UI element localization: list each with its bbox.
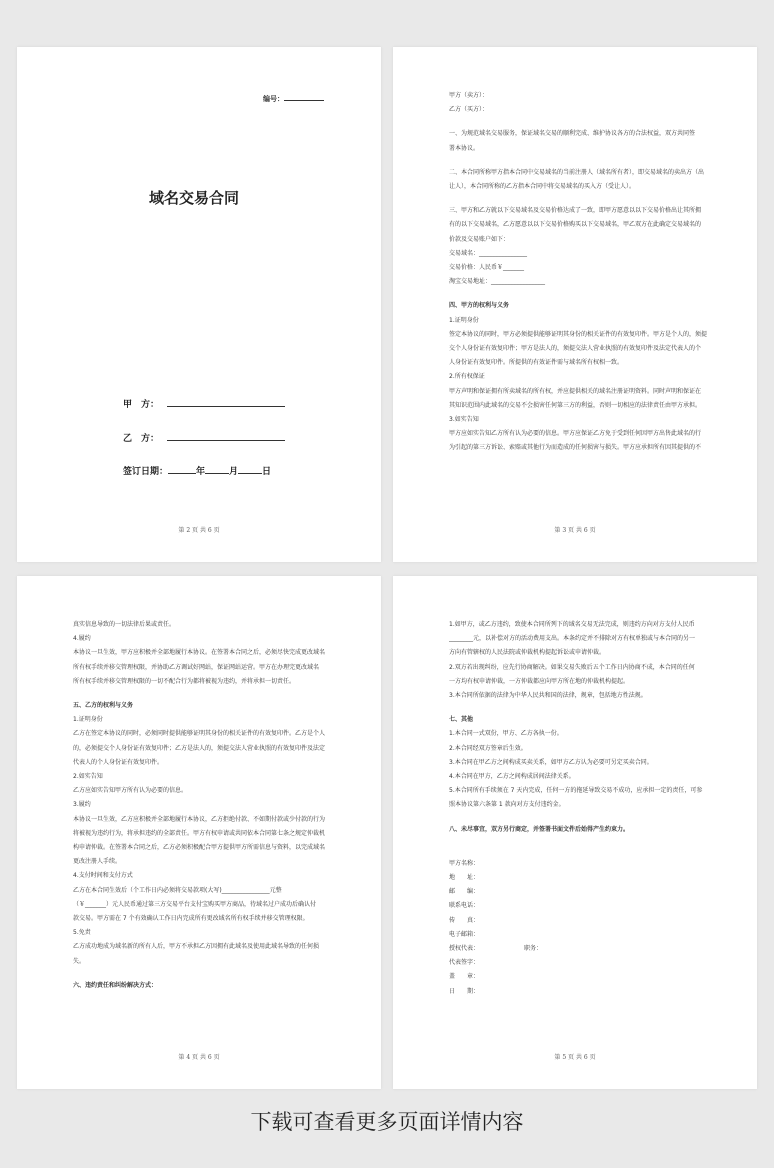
day-label: 日 [262,467,272,477]
paragraph-gap [449,813,714,823]
paragraph-gap [449,156,714,166]
text-line: 交个人身份证有效复印件；甲方是法人的，须提交法人营业执照的有效复印件及法定代表人的个 [449,345,702,353]
paragraph-gap [449,289,714,299]
text-line: 交易价格：人民币￥_______ [449,264,525,272]
text-line: 1.证明身份 [449,316,479,324]
party-a-line [123,397,285,410]
party-b-blank [167,432,285,441]
text-line: 人身份证有效复印件。所提供的有效证件需与域名所有权相一致。 [449,359,624,367]
text-line: 的，必须提交个人身份证有效复印件；乙方是法人的，须提交法人营业执照的有效复印件及法定 [73,744,326,752]
month-label: 月 [229,467,239,477]
text-line: 2.本合同经双方签章后生效。 [449,744,527,752]
text-line: 本协议一旦生效，乙方应积极并全部地履行本协议，乙方拒绝付款、不如期付款或少付款的行为 [73,815,326,823]
text-line: 甲方（卖方）： [449,92,489,99]
page-cover [17,47,381,562]
page-4 [393,576,757,1089]
paragraph-gap [449,194,714,204]
text-line: 盖 章： [449,973,480,981]
text-line: 1.如甲方，或乙方违约，致使本合同所列下的域名交易无法完成，则违约方向对方支付人民币 [449,621,695,628]
paragraph-gap [449,703,714,713]
text-line: 乙方应如实告知甲方所有认为必要的信息。 [73,787,188,795]
text-line: 1.证明身份 [73,716,103,724]
text-line: 真实信息导致的一切法律后果或责任。 [73,621,176,628]
month-blank [205,465,229,474]
page-footer: 第 5 页 共 6 页 [554,1054,596,1061]
text-line: 4.履约 [73,635,91,643]
text-line: 价款及交易账户如下： [449,235,510,243]
download-caption: 下载可查看更多页面详情内容 [250,1110,524,1134]
text-line: 所有权手续并移交管理权限，并协助乙方调试好网站，保证网站运营。甲方在办理完更改域名 [73,663,320,671]
page-2 [393,47,757,562]
text-line: 地 址： [449,874,480,882]
text-line: 将被视为违约行为，将承担违约的全部责任。甲方有权申请或共同依本合同第七条之规定仲裁机 [73,829,326,837]
text-line: 一、为规范域名交易服务，保证域名交易的顺利完成、维护协议各方的合法权益，双方共同签 [449,130,696,138]
text-line: ________元，以补偿对方的活动费用支出。本条约定并不排除对方有权单独或与本合同的另一 [449,635,696,643]
section-heading: 六、违约责任和纠纷解决方式： [73,981,158,989]
text-line: 传 真： [449,916,480,924]
text-line: 电子邮箱： [449,930,480,938]
text-line: 所有权手续并移交管理权限的一切不配合行为都将被视为违约，并将承担一切责任。 [73,677,296,685]
page-footer: 第 2 页 共 6 页 [178,527,220,534]
text-line: 邮 编： [449,888,480,896]
paragraph-gap [73,689,338,699]
party-a-blank [167,398,285,407]
text-line: 4.本合同在甲方，乙方之间构成居间法律关系。 [449,773,575,781]
text-line: 乙方成功地成为域名新的所有人后，甲方不承担乙方因拥有此域名及使用此域名导致的任何损 [73,943,320,951]
text-line: 签定本协议的同时，甲方必须提供能够证明其身份的相关证件的有效复印件。甲方是个人的，须提 [449,330,708,338]
text-line: 淘宝交易地址：__________________ [449,278,546,286]
party-b-label: 乙 方： [123,434,160,444]
text-line: 2.双方若出现纠纷，应先行协商解决。如果交易失败后五个工作日内协商不成，本合同的任何 [449,663,695,671]
text-line: 日 期： [449,987,480,995]
text-line: 甲方名称： [449,859,480,867]
paragraph-gap [449,847,714,857]
text-line: 3.本合同所依据的法律为中华人民共和国的法律，规章，包括地方性法规。 [449,692,647,700]
sign-date-line [123,464,271,477]
section-heading: 四、甲方的权利与义务 [449,302,510,310]
party-a-label: 甲 方： [123,400,160,410]
text-line: 二、本合同所称甲方指本合同中交易域名的当前注册人（域名所有者），即交易域名的卖出方（出 [449,168,705,176]
text-line: 联系电话： [449,902,480,910]
paragraph-gap [449,117,714,127]
text-line: 1.本合同一式双份，甲方、乙方各执一份。 [449,730,563,738]
text-line: 甲方应如实告知乙方所有认为必要的信息。甲方应保证乙方免于受到任何因甲方出售此域名的行 [449,430,702,438]
text-line: 失。 [73,957,86,965]
text-line: 更改注册人手续。 [73,858,122,866]
text-line: 方向有管辖权的人民法院或仲裁机构提起诉讼或申请仲裁。 [449,649,606,657]
text-line: 有的以下交易域名，乙方愿意以以下交易价格购买以下交易域名，甲乙双方在此确定交易域名的 [449,221,702,229]
text-line: 其知识范围内此域名的交易不会损害任何第三方的利益，否则一切相应的法律责任由甲方承担。 [449,401,702,409]
text-line: 一方均有权申请仲裁，一方仲裁都应向甲方所在地的仲裁机构提起。 [449,677,630,685]
text-line: 本协议一旦生效，甲方应积极并全部地履行本协议。在签署本合同之后，必须尽快完成更改域名 [73,649,326,657]
contract-number [263,92,324,104]
text-line: 甲方声明和保证拥有所卖域名的所有权，并应提供相关的域名注册证明资料。同时声明和保证在 [449,387,702,395]
year-label: 年 [196,467,206,477]
text-line: 让人），本合同所称的乙方指本合同中将交易域名的买入方（受让人）。 [449,183,636,191]
text-line: 为引起的第三方诉讼、索赔或其他行为而造成的任何损害与损失。甲方应承担所有因其提供的不 [449,444,702,452]
text-line: 代表人的个人身份证有效复印件。 [73,758,164,766]
page-body [449,89,714,456]
text-line: 3.本合同在甲乙方之间构成买卖关系，如甲方乙方认为必要可另定买卖合同。 [449,758,653,766]
page-3 [17,576,381,1089]
text-line: 乙方在本合同生效后（个工作日内必须将交易款项(大写)________________元整 [73,886,282,894]
text-line: 4.支付时间和支付方式 [73,872,133,880]
day-blank [238,465,262,474]
text-line: 3.如实告知 [449,416,479,424]
text-line: 乙方（买方）： [449,106,489,114]
page-body [449,618,714,999]
text-line: 代表签字： [449,959,480,967]
text-line: 5.免责 [73,929,91,937]
text-line: 款交易。甲方需在 7 个有效确认工作日内完成所有更改域名所有权手续并移交管理权限。 [73,915,309,923]
party-b-line [123,431,285,444]
page-footer: 第 3 页 共 6 页 [554,527,596,534]
contract-number-blank [284,92,324,101]
text-line: 三、甲方和乙方就以下交易域名及交易价格达成了一致，即甲方愿意以以下交易价格出让其所拥 [449,207,702,215]
paragraph-gap [449,837,714,847]
page-footer: 第 4 页 共 6 页 [178,1054,220,1061]
text-line: 交易域名：________________ [449,249,528,257]
paragraph-gap [73,969,338,979]
text-line: 2.所有权保证 [449,373,485,381]
text-line: 署本协议。 [449,144,480,152]
sign-date-label: 签订日期： [123,467,169,477]
page-body [73,618,338,993]
section-heading: 五、乙方的权利与义务 [73,702,134,710]
text-line: 5.本合同所有手续须在 7 天内完成，任何一方的拖延导致交易不成功，应承担一定的责任，可参 [449,787,703,795]
text-line: 乙方在签定本协议的同时，必须同时提供能够证明其身份的相关证件的有效复印件。乙方是个人 [73,730,326,738]
text-line: 构申请仲裁。在签署本合同之后，乙方必须积极配合甲方提供甲方所需信息与资料，以完成域名 [73,844,326,852]
text-line: 2.如实告知 [73,773,103,781]
document-title: 域名交易合同 [149,189,240,207]
year-blank [168,465,196,474]
text-line: 授权代表： 职务： [449,945,543,953]
contract-number-label: 编号： [263,95,284,103]
text-line: 3.履约 [73,801,91,809]
section-heading: 八、未尽事宜，双方另行商定，并签署书面文件后始得产生约束力。 [449,825,630,833]
section-heading: 七、其他 [449,716,474,724]
text-line: 照本协议第六条第 1 款向对方支付违约金。 [449,801,565,809]
text-line: （￥_______）元人民币通过第三方交易平台支付宝购买甲方商品，待域名过户成功后确认付 [73,900,317,908]
